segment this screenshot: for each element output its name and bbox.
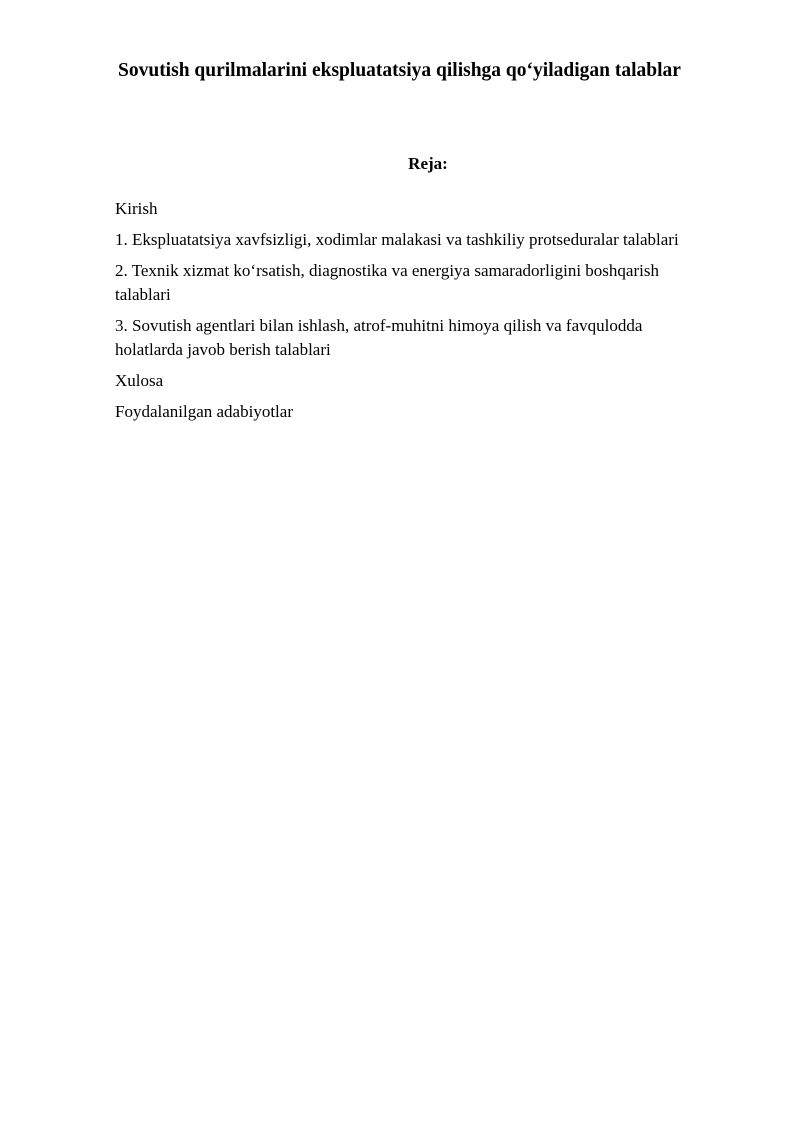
plan-item-text: Foydalanilgan adabiyotlar (115, 402, 293, 421)
plan-item-text: 3. Sovutish agentlari bilan ishlash, atrof-muhitni himoya qilish va favqulodda (115, 316, 643, 335)
plan-item-text-continued: talablari (115, 285, 171, 304)
plan-item-text-continued: holatlarda javob berish talablari (115, 340, 331, 359)
plan-item-text: 2. Texnik xizmat ko‘rsatish, diagnostika va energiya samaradorligini boshqarish (115, 261, 659, 280)
plan-item-section-2 (115, 259, 745, 307)
plan-item-text: Xulosa (115, 371, 164, 390)
plan-item-text: Kirish (115, 199, 158, 218)
plan-item-references (115, 400, 745, 424)
plan-item-conclusion (115, 369, 745, 393)
plan-item-section-3 (115, 314, 745, 362)
plan-item-text: 1. Ekspluatatsiya xavfsizligi, xodimlar malakasi va tashkiliy protseduralar talablari (115, 230, 679, 249)
plan-item-introduction (115, 197, 745, 221)
plan-heading: Reja: (408, 154, 448, 173)
plan-list (115, 197, 745, 431)
document-title: Sovutish qurilmalarini ekspluatatsiya qilishga qo‘yiladigan talablar (118, 60, 681, 81)
plan-item-section-1 (115, 228, 745, 252)
